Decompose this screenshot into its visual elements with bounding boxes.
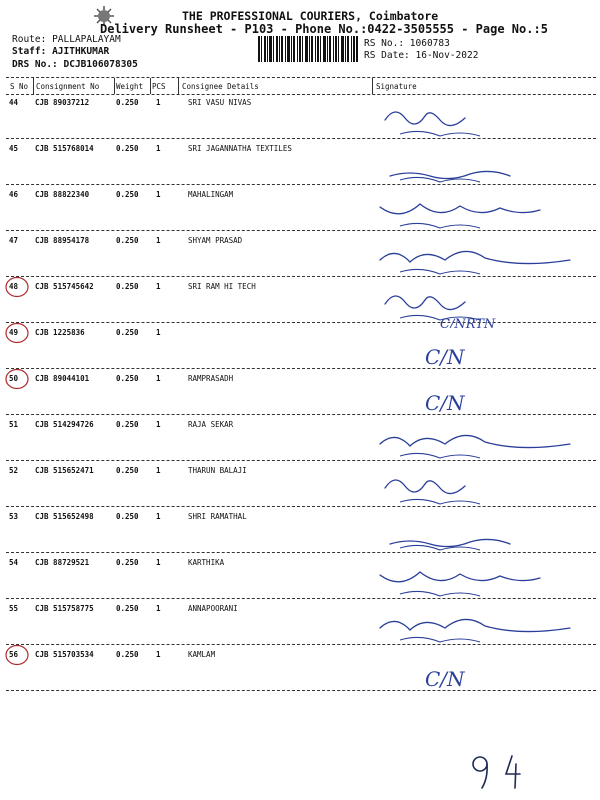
- row-consignee: RAMPRASADH: [188, 374, 234, 383]
- rs-no-label: RS No.:: [364, 38, 405, 49]
- row-weight: 0.250: [116, 144, 139, 153]
- rs-date-label: RS Date:: [364, 50, 410, 61]
- handwritten-signature: [370, 146, 595, 190]
- row-consignee: MAHALINGAM: [188, 190, 234, 199]
- row-consignment-no: CJB 515652471: [35, 466, 94, 475]
- row-consignee: SRI VASU NIVAS: [188, 98, 252, 107]
- table-top-rule: [6, 77, 596, 78]
- row-weight: 0.250: [116, 190, 139, 199]
- rs-date-field: [364, 50, 478, 61]
- row-sno: 55: [9, 604, 19, 613]
- row-weight: 0.250: [116, 98, 139, 107]
- col-header-pcs: PCS: [152, 82, 166, 91]
- barcode-image: [258, 36, 358, 62]
- row-consignee: ANNAPOORANI: [188, 604, 238, 613]
- drs-label: DRS No.:: [12, 59, 58, 70]
- row-consignment-no: CJB 515745642: [35, 282, 94, 291]
- row-consignment-no: CJB 515703534: [35, 650, 94, 659]
- row-weight: 0.250: [116, 282, 139, 291]
- row-consignment-no: CJB 515768014: [35, 144, 94, 153]
- route-label: Route:: [12, 34, 47, 45]
- row-weight: 0.250: [116, 558, 139, 567]
- row-pcs: 1: [156, 282, 161, 291]
- column-divider: [372, 78, 373, 94]
- row-consignee: SHYAM PRASAD: [188, 236, 243, 245]
- row-weight: 0.250: [116, 512, 139, 521]
- row-pcs: 1: [156, 604, 161, 613]
- row-weight: 0.250: [116, 328, 139, 337]
- row-pcs: 1: [156, 190, 161, 199]
- col-header-signature: Signature: [376, 82, 417, 91]
- row-consignee: SRI JAGANNATHA TEXTILES: [188, 144, 292, 153]
- handwritten-c-n-mark: [370, 330, 595, 374]
- column-divider: [178, 78, 179, 94]
- row-sno: 51: [9, 420, 19, 429]
- c-n-rtn-note: C/NRTN: [440, 317, 496, 328]
- row-sno: 54: [9, 558, 19, 567]
- row-consignee: KAMLAM: [188, 650, 216, 659]
- c-n-note: C/N: [425, 667, 465, 691]
- row-sno: 52: [9, 466, 19, 475]
- row-consignee: SHRI RAMATHAL: [188, 512, 247, 521]
- red-circle-mark: [4, 368, 30, 390]
- row-sno: 53: [9, 512, 19, 521]
- staff-label: Staff:: [12, 46, 47, 57]
- c-n-note: C/N: [425, 345, 465, 369]
- column-divider: [33, 78, 34, 94]
- row-consignment-no: CJB 515652498: [35, 512, 94, 521]
- row-sno: 44: [9, 98, 19, 107]
- row-pcs: 1: [156, 98, 161, 107]
- row-consignment-no: CJB 89037212: [35, 98, 90, 107]
- row-consignment-no: CJB 515758775: [35, 604, 94, 613]
- handwritten-signature: [370, 560, 595, 604]
- col-header-consignee: Consignee Details: [182, 82, 259, 91]
- col-header-weight: Weight: [116, 82, 144, 91]
- row-consignment-no: CJB 88729521: [35, 558, 90, 567]
- row-pcs: 1: [156, 328, 161, 337]
- row-consignment-no: CJB 88954178: [35, 236, 90, 245]
- handwritten-signature: [370, 192, 595, 236]
- column-divider: [150, 78, 151, 94]
- row-pcs: 1: [156, 466, 161, 475]
- rs-date-value: 16-Nov-2022: [415, 50, 479, 61]
- row-weight: 0.250: [116, 650, 139, 659]
- route-value: PALLAPALAYAM: [52, 34, 121, 45]
- staff-value: AJITHKUMAR: [52, 46, 110, 57]
- row-pcs: 1: [156, 650, 161, 659]
- drs-field: [12, 59, 138, 70]
- row-weight: 0.250: [116, 466, 139, 475]
- row-sno: 45: [9, 144, 19, 153]
- row-consignee: SRI RAM HI TECH: [188, 282, 256, 291]
- row-consignment-no: CJB 89044101: [35, 374, 90, 383]
- row-consignment-no: CJB 1225836: [35, 328, 85, 337]
- row-sno: 47: [9, 236, 19, 245]
- row-pcs: 1: [156, 512, 161, 521]
- row-sno: 46: [9, 190, 19, 199]
- row-sno: 56: [9, 650, 19, 659]
- route-field: [12, 34, 121, 45]
- column-divider: [114, 78, 115, 94]
- handwritten-c-n-mark: [370, 376, 595, 420]
- col-header-sno: S No: [10, 82, 29, 91]
- rs-no-field: [364, 38, 450, 49]
- row-consignee: KARTHIKA: [188, 558, 225, 567]
- row-sno: 48: [9, 282, 19, 291]
- row-weight: 0.250: [116, 420, 139, 429]
- row-pcs: 1: [156, 374, 161, 383]
- row-weight: 0.250: [116, 236, 139, 245]
- runsheet-subtitle: Delivery Runsheet - P103 - Phone No.:0422-3505555 - Page No.:5: [100, 22, 548, 36]
- handwritten-signature: [370, 284, 595, 328]
- red-circle-mark: [4, 644, 30, 666]
- row-pcs: 1: [156, 144, 161, 153]
- handwritten-signature: [370, 422, 595, 466]
- col-header-consignment: Consignment No: [36, 82, 100, 91]
- handwritten-signature: [370, 100, 595, 144]
- row-sno: 49: [9, 328, 19, 337]
- row-consignee: THARUN BALAJI: [188, 466, 247, 475]
- handwritten-signature: [370, 238, 595, 282]
- drs-value: DCJB106078305: [63, 59, 138, 70]
- handwritten-signature: [370, 468, 595, 512]
- row-weight: 0.250: [116, 604, 139, 613]
- handwritten-page-count: [468, 752, 528, 792]
- c-n-note: C/N: [425, 391, 465, 415]
- handwritten-c-n-mark: [370, 652, 595, 696]
- handwritten-signature: [370, 606, 595, 650]
- red-circle-mark: [4, 276, 30, 298]
- staff-field: [12, 46, 109, 57]
- row-sno: 50: [9, 374, 19, 383]
- row-consignee: RAJA SEKAR: [188, 420, 234, 429]
- company-title: THE PROFESSIONAL COURIERS, Coimbatore: [182, 9, 439, 23]
- row-pcs: 1: [156, 420, 161, 429]
- rs-no-value: 1060783: [409, 38, 450, 49]
- handwritten-signature: [370, 514, 595, 558]
- row-pcs: 1: [156, 236, 161, 245]
- row-weight: 0.250: [116, 374, 139, 383]
- red-circle-mark: [4, 322, 30, 344]
- row-consignment-no: CJB 514294726: [35, 420, 94, 429]
- row-consignment-no: CJB 88822340: [35, 190, 90, 199]
- row-pcs: 1: [156, 558, 161, 567]
